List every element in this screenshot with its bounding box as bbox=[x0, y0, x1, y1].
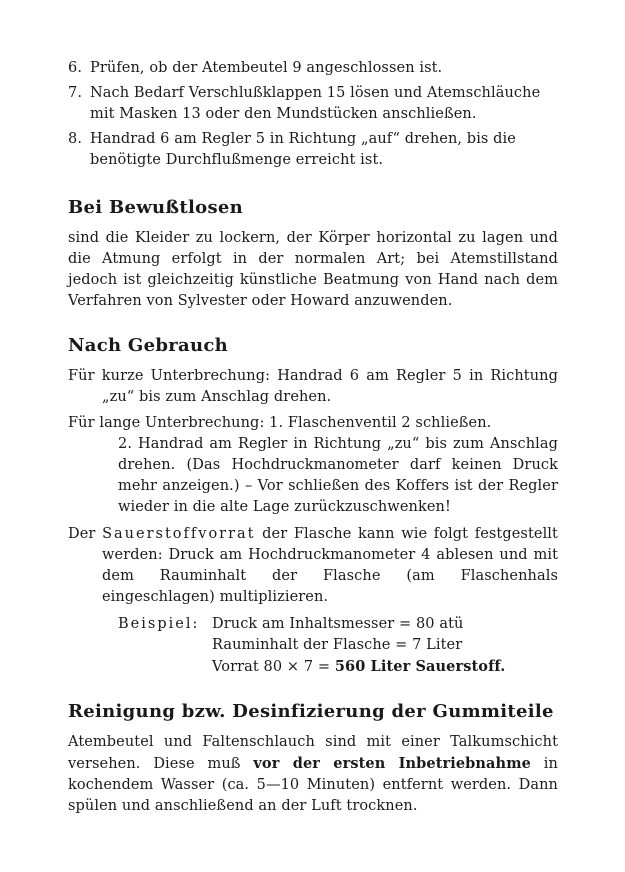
example-result: 560 Liter Sauerstoff. bbox=[334, 658, 506, 675]
long-interruption-step1: 1. Flaschenventil 2 schließen. bbox=[269, 415, 492, 431]
section-heading-cleaning: Reinigung bzw. Desinfizierung der Gummiteile bbox=[68, 701, 554, 722]
short-interruption-text: Handrad 6 am Regler 5 in Richtung „zu“ bis zum Anschlag drehen. bbox=[102, 368, 558, 405]
cleaning-text-bold: vor der ersten Inbetriebnahme bbox=[253, 755, 531, 772]
section-heading-unconscious: Bei Bewußtlosen bbox=[68, 197, 244, 218]
step-number: 7. bbox=[68, 85, 83, 101]
cleaning-paragraph bbox=[68, 732, 558, 817]
unconscious-paragraph: sind die Kleider zu lockern, der Körper horizontal zu lagen und die Atmung erfolgt in der normalen Art; bei Atemstillstand jedoch ist gleichzeitig künstliche Beatmung von Hand nach dem Verfahren von Sylvester oder Howard anzuwenden. bbox=[68, 230, 558, 309]
cleaning-text-before: Atembeutel und Faltenschlauch sind mit einer Talkumschicht versehen. Diese muß bbox=[68, 734, 558, 772]
long-interruption-step2: 2. Handrad am Regler in Richtung „zu“ bis zum Anschlag drehen. (Das Hochdruckmanometer darf keinen Druck mehr anzeigen.) – Vor schließen des Koffers ist der Regler wieder in die alte Lage zurückzuschwenken! bbox=[118, 436, 558, 515]
list-item bbox=[68, 58, 558, 79]
example-label: Beispiel: bbox=[118, 616, 200, 632]
after-use-block bbox=[68, 366, 558, 678]
step-text: Nach Bedarf Verschlußklappen 15 lösen und Atemschläuche mit Masken 13 oder den Mundstücken anschließen. bbox=[90, 85, 541, 122]
step-number: 8. bbox=[68, 131, 83, 147]
long-interruption bbox=[68, 413, 558, 434]
example-line-3-prefix: Vorrat 80 × 7 = bbox=[212, 659, 331, 675]
supply-prefix: Der bbox=[68, 526, 96, 542]
section-heading-after-use: Nach Gebrauch bbox=[68, 335, 229, 356]
step-text: Handrad 6 am Regler 5 in Richtung „auf“ drehen, bis die benötigte Durchflußmenge erreicht ist. bbox=[90, 131, 516, 168]
steps-list bbox=[68, 58, 558, 175]
example-line-3 bbox=[212, 656, 558, 678]
oxygen-supply-paragraph bbox=[68, 524, 558, 608]
long-interruption-label: Für lange Unterbrechung: bbox=[68, 415, 265, 431]
example-block bbox=[68, 614, 558, 678]
list-item bbox=[68, 129, 558, 171]
step-number: 6. bbox=[68, 60, 83, 76]
supply-text: der Flasche kann wie folgt festgestellt werden: Druck am Hochdruckmanometer 4 ablesen und mit dem Rauminhalt der Flasche (am Flaschenhals eingeschlagen) multiplizieren. bbox=[102, 526, 558, 605]
list-item bbox=[68, 83, 558, 125]
short-interruption-label: Für kurze Unterbrechung: bbox=[68, 368, 271, 384]
cleaning-text-after: in kochendem Wasser (ca. 5—10 Minuten) entfernt werden. Dann spülen und anschließend an der Luft trocknen. bbox=[68, 756, 558, 814]
example-line-2: Rauminhalt der Flasche = 7 Liter bbox=[212, 637, 463, 653]
example-line-1: Druck am Inhaltsmesser = 80 atü bbox=[212, 616, 464, 632]
short-interruption bbox=[68, 366, 558, 408]
supply-term: Sauerstoffvorrat bbox=[102, 526, 256, 542]
step-text: Prüfen, ob der Atembeutel 9 angeschlossen ist. bbox=[90, 60, 443, 76]
